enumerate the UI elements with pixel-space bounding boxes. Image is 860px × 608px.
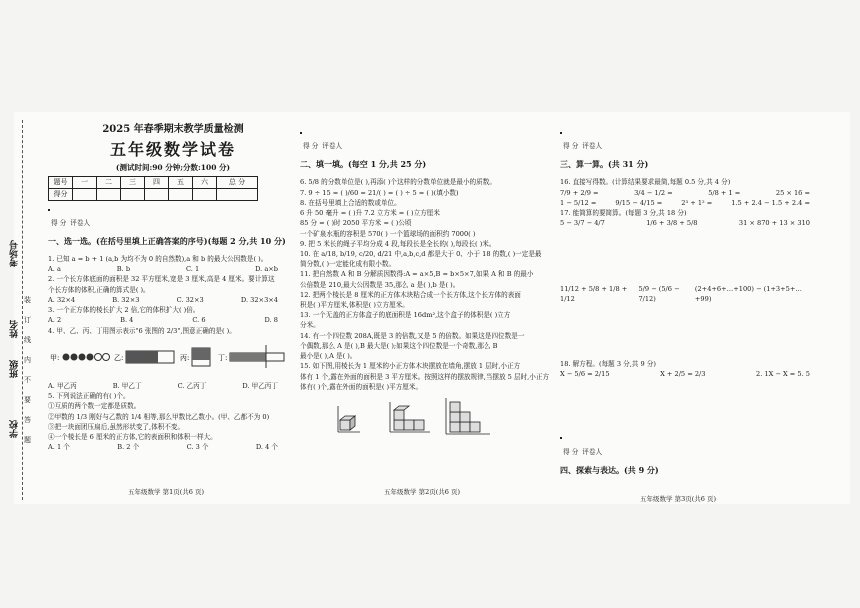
option[interactable]: B. 2 个 bbox=[117, 443, 140, 452]
question-11: 11. 把自然数 A 和 B 分解质因数得:A = a×5,B = b×5×7,如果 A 和 B 的最小 bbox=[300, 270, 534, 279]
simplify-item[interactable]: 5/9 − (5/6 − 7/12) bbox=[638, 284, 680, 303]
q16-row-1 bbox=[560, 188, 830, 198]
seal-char: 题 bbox=[24, 436, 31, 444]
question-17: 17. 能简算的要简算。(每题 3 分,共 18 分) bbox=[560, 209, 687, 218]
question-10-cont: 简分数,( )一定能化成有限小数。 bbox=[300, 260, 396, 269]
seal-char: 答 bbox=[24, 416, 31, 424]
question-15: 15. 如下图,用棱长为 1 厘米的小正方体木块摆放在墙角,摆放 1 层时,小正方 bbox=[300, 362, 521, 371]
option[interactable]: B. 32×3 bbox=[112, 295, 140, 304]
section-1-heading: 一、选一选。(在括号里填上正确答案的序号)(每题 2 分,共 10 分) bbox=[48, 236, 286, 247]
fraction-figure bbox=[48, 340, 288, 374]
label-name: 姓名 bbox=[10, 320, 20, 338]
q16-row-2 bbox=[560, 198, 830, 208]
seal-char: 线 bbox=[24, 336, 31, 344]
page-3-footer: 五年级数学 第3页(共6 页) bbox=[640, 495, 716, 503]
option[interactable]: D. 32×3×4 bbox=[240, 295, 278, 304]
page-2-footer: 五年级数学 第2页(共6 页) bbox=[384, 488, 460, 496]
score-header: 一 bbox=[73, 176, 97, 188]
q17-row-1 bbox=[560, 218, 830, 228]
option[interactable]: A. a bbox=[48, 265, 61, 274]
question-12-cont: 积是( )平方厘米,体积是( )立方厘米。 bbox=[300, 301, 409, 310]
label-school: 学校 bbox=[10, 420, 20, 438]
q4-options bbox=[48, 381, 298, 391]
q17-row-2 bbox=[560, 284, 830, 304]
q4-figure bbox=[48, 340, 298, 377]
option[interactable]: A. 32×4 bbox=[48, 295, 76, 304]
fig-label-d: 丁: bbox=[218, 353, 228, 362]
simplify-item[interactable]: 31 × 870 + 13 × 310 bbox=[738, 219, 810, 228]
grader-name-cell[interactable] bbox=[581, 154, 603, 156]
option[interactable]: D. 甲乙丙丁 bbox=[242, 382, 278, 390]
exam-subtitle: (测试时间:90 分钟;分数:100 分) bbox=[115, 163, 231, 173]
q8-line-2: 85 分 = ( )时 2050 平方米 = ( )公顷 bbox=[300, 219, 412, 228]
question-13-cont: 分米。 bbox=[300, 321, 320, 330]
question-13: 13. 一个无盖的正方体盒子的底面积是 16dm²,这个盒子的体积是( )立方 bbox=[300, 311, 511, 320]
question-15-cont: 体有 1 个,露在外面的面积是 3 平方厘米。按照这样的摆放规律,当摆放 5 层时,小正方 bbox=[300, 372, 550, 381]
score-table bbox=[48, 176, 258, 201]
grader-score-label: 得 分 bbox=[51, 218, 67, 227]
question-9: 9. 把 5 米长的绳子平均分成 4 段,每段长是全长的( ),每段长( )米。 bbox=[300, 239, 496, 248]
grader-score-cell[interactable] bbox=[302, 154, 319, 156]
grader-name-label: 评卷人 bbox=[70, 218, 91, 227]
simplify-item[interactable]: 11/12 + 5/8 + 1/8 + 1/12 bbox=[560, 284, 628, 303]
equation-item[interactable]: 2. 1X − X = 5. 5 bbox=[756, 370, 810, 379]
page-1 bbox=[48, 120, 298, 453]
question-5: 5. 下列说法正确的有( )个。 bbox=[48, 392, 130, 401]
question-7: 7. 9 ÷ 15 = ( )/60 = 21/( ) = ( ) ÷ 5 = ( )(填小数) bbox=[300, 188, 459, 197]
grader-score-cell[interactable] bbox=[562, 460, 579, 462]
simplify-item[interactable]: 5 − 3/7 − 4/7 bbox=[560, 219, 605, 228]
question-2-cont: 个长方体的体积,正确的算式是( )。 bbox=[48, 285, 150, 294]
question-18: 18. 解方程。(每题 3 分,共 9 分) bbox=[560, 359, 656, 368]
option[interactable]: D. 8 bbox=[264, 316, 278, 325]
score-header: 题号 bbox=[49, 176, 73, 188]
simplify-item[interactable]: (2+4+6+…+100) − (1+3+5+…+99) bbox=[694, 284, 802, 303]
question-8: 8. 在括号里填上合适的数或单位。 bbox=[300, 198, 401, 207]
option[interactable]: C. 3 个 bbox=[186, 443, 209, 452]
score-header: 三 bbox=[121, 176, 145, 188]
question-11-cont: 公倍数是 210,最大公因数是 35,那么 a 是( ),b 是( )。 bbox=[300, 280, 460, 289]
option[interactable]: A. 甲乙丙 bbox=[48, 382, 77, 390]
seal-char: 订 bbox=[24, 316, 31, 324]
q5-statement-1: ①互质的两个数一定都是质数。 bbox=[48, 402, 141, 411]
mental-math-item[interactable]: 1.5 + 2.4 − 1.5 + 2.4 = bbox=[731, 198, 810, 207]
q8-line-3: 一个矿泉水瓶的容积是 570( ) 一个篮球场的面积约 7000( ) bbox=[300, 229, 476, 238]
option[interactable]: A. 2 bbox=[48, 316, 62, 325]
option[interactable]: C. 6 bbox=[192, 316, 206, 325]
fig-label-a: 甲: bbox=[50, 353, 60, 362]
option[interactable]: D. a×b bbox=[255, 265, 278, 274]
q8-line-1: 6 升 50 毫升 = ( )升 7.2 立方米 = ( )立方厘米 bbox=[300, 209, 440, 218]
q3-options bbox=[48, 315, 298, 325]
option[interactable]: D. 4 个 bbox=[255, 443, 278, 452]
option[interactable]: B. 4 bbox=[120, 316, 134, 325]
option[interactable]: A. 1 个 bbox=[48, 443, 70, 452]
grader-name-label: 评卷人 bbox=[322, 142, 343, 151]
grader-box bbox=[48, 209, 50, 211]
option[interactable]: C. 乙丙丁 bbox=[177, 382, 207, 390]
seal-char: 内 bbox=[24, 356, 31, 364]
grader-box bbox=[560, 132, 562, 134]
option[interactable]: C. 32×3 bbox=[176, 295, 204, 304]
score-cell[interactable] bbox=[97, 188, 121, 200]
grader-name-cell[interactable] bbox=[581, 460, 603, 462]
option[interactable]: B. b bbox=[116, 265, 131, 274]
work-space[interactable] bbox=[560, 304, 830, 359]
score-cell[interactable] bbox=[169, 188, 193, 200]
page-1-footer: 五年级数学 第1页(共6 页) bbox=[128, 488, 204, 496]
grader-box bbox=[300, 132, 302, 134]
mental-math-item[interactable]: 25 × 16 = bbox=[775, 188, 810, 197]
score-cell[interactable] bbox=[193, 188, 217, 200]
section-2-heading: 二、填一填。(每空 1 分,共 25 分) bbox=[300, 159, 427, 170]
cube-stacks-image bbox=[300, 396, 540, 446]
grader-name-cell[interactable] bbox=[69, 231, 91, 233]
score-header: 六 bbox=[193, 176, 217, 188]
q5-statement-2: ②甲数的 1/3 刚好与乙数的 1/4 相等,那么甲数比乙数小。(甲、乙都不为 0) bbox=[48, 412, 270, 421]
q5-statement-3: ③把一块面团压扁后,虽然形状变了,体积不变。 bbox=[48, 422, 185, 431]
seal-char: 装 bbox=[24, 296, 31, 304]
seal-char: 要 bbox=[24, 396, 31, 404]
grader-score-label: 得 分 bbox=[303, 142, 319, 151]
question-15-cont2: 体有( )个,露在外面的面积是( )平方厘米。 bbox=[300, 382, 423, 391]
question-14: 14. 有一个四位数 208A,既是 3 的倍数,又是 5 的倍数。如果这是四位数是一 bbox=[300, 331, 525, 340]
grader-score-cell[interactable] bbox=[562, 154, 579, 156]
exam-title: 2025 年春季期末教学质量检测 bbox=[102, 124, 244, 135]
question-4: 4. 甲、乙、丙、丁用图示表示"6 张图的 2/3",图意正确的是( )。 bbox=[48, 326, 236, 335]
simplify-item[interactable]: 1/6 + 3/8 + 5/8 bbox=[646, 219, 698, 228]
option[interactable]: B. 甲乙丁 bbox=[112, 382, 142, 390]
question-16: 16. 直接写得数。(计算结果要求最简,每题 0.5 分,共 4 分) bbox=[560, 178, 731, 187]
grader-name-cell[interactable] bbox=[321, 154, 343, 156]
score-cell[interactable] bbox=[145, 188, 169, 200]
equation-item[interactable]: X − 5/6 = 2/15 bbox=[560, 370, 610, 379]
q5-options bbox=[48, 442, 298, 452]
question-10: 10. 在 a/18, b/19, c/20, d/21 中,a,b,c,d 都是大于 0、小于 18 的数,( )一定是最 bbox=[300, 249, 542, 258]
work-space[interactable] bbox=[560, 379, 830, 419]
cube-stack-figure bbox=[300, 396, 550, 449]
seal-char: 不 bbox=[24, 376, 31, 384]
mental-math-item[interactable]: 2³ + 1² = bbox=[681, 198, 713, 207]
question-14-cont2: 最小是( ),A 是( )。 bbox=[300, 352, 357, 361]
question-6: 6. 5/8 的分数单位是( ),再添( )个这样的分数单位就是最小的质数。 bbox=[300, 178, 496, 187]
grader-box bbox=[560, 437, 562, 439]
grader-score-label: 得 分 bbox=[563, 142, 579, 151]
score-header: 四 bbox=[145, 176, 169, 188]
equation-item[interactable]: X + 2/5 = 2/3 bbox=[660, 370, 706, 379]
score-header: 五 bbox=[169, 176, 193, 188]
mental-math-item[interactable]: 7/9 + 2/9 = bbox=[560, 188, 599, 197]
score-cell[interactable] bbox=[73, 188, 97, 200]
question-1: 1. 已知 a = b + 1 (a,b 为均不为 0 的自然数),a 和 b 的最大公因数是( )。 bbox=[48, 255, 268, 264]
question-2: 2. 一个长方体底面的面积是 32 平方厘米,宽是 3 厘米,高是 4 厘米。要计算这 bbox=[48, 275, 275, 284]
grader-name-label: 评卷人 bbox=[582, 142, 603, 151]
grader-name-label: 评卷人 bbox=[582, 447, 603, 456]
page-3 bbox=[560, 128, 830, 483]
mental-math-item[interactable]: 1 − 5/12 = bbox=[560, 198, 597, 207]
page-2 bbox=[300, 128, 550, 453]
option[interactable]: C. 1 bbox=[185, 265, 200, 274]
grader-score-cell[interactable] bbox=[50, 231, 67, 233]
q5-statement-4: ④一个棱长是 6 厘米的正方体,它的表面积和体积一样大。 bbox=[48, 433, 217, 442]
exam-big-title: 五年级数学试卷 bbox=[109, 139, 236, 159]
question-14-cont: 个偶数,那么 A 是( ),B 最大是( );如果这个四位数是一个奇数,那么 B bbox=[300, 341, 498, 350]
label-exam-room: 考场号 bbox=[10, 240, 20, 267]
score-header: 二 bbox=[97, 176, 121, 188]
mental-math-item[interactable]: 9/15 − 4/15 = bbox=[615, 198, 663, 207]
question-3: 3. 一个正方体的棱长扩大 2 倍,它的体积扩大( )倍。 bbox=[48, 306, 200, 315]
q1-options bbox=[48, 264, 298, 274]
binding-strip bbox=[0, 120, 40, 510]
question-12: 12. 把两个棱长是 8 厘米的正方体木块粘合成一个长方体,这个长方体的表面 bbox=[300, 290, 521, 299]
score-cell[interactable] bbox=[217, 188, 258, 200]
score-cell[interactable] bbox=[121, 188, 145, 200]
score-row-label: 得分 bbox=[49, 188, 73, 200]
section-3-heading: 三、算一算。(共 31 分) bbox=[560, 159, 649, 170]
q2-options bbox=[48, 295, 298, 305]
mental-math-item[interactable]: 3/4 − 1/2 = bbox=[634, 188, 673, 197]
label-class: 班级 bbox=[10, 360, 20, 378]
score-header: 总 分 bbox=[217, 176, 258, 188]
fig-label-b: 乙: bbox=[114, 353, 124, 362]
work-space[interactable] bbox=[560, 229, 830, 284]
dashed-cut-line bbox=[22, 120, 23, 500]
mental-math-item[interactable]: 5/8 + 1 = bbox=[708, 188, 741, 197]
section-4-heading: 四、探索与表达。(共 9 分) bbox=[560, 464, 659, 475]
fig-label-c: 丙: bbox=[180, 353, 190, 362]
q18-row bbox=[560, 369, 830, 379]
grader-score-label: 得 分 bbox=[563, 447, 579, 456]
